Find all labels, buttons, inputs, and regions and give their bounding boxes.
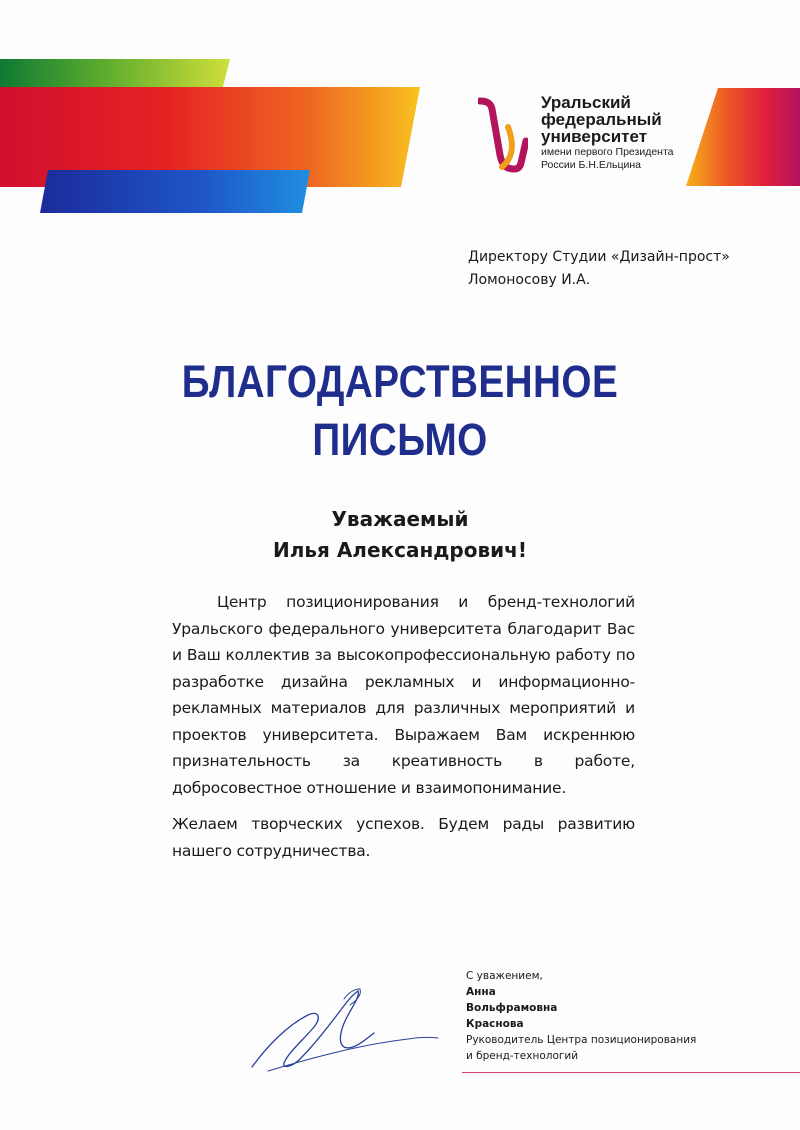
closing-regards: С уважением,	[466, 970, 543, 982]
blue-band	[40, 170, 310, 213]
signatory-patronymic: Вольфрамовна	[466, 1002, 558, 1014]
university-logo-text	[541, 94, 691, 171]
handwritten-signature	[248, 975, 448, 1075]
signatory-last-name: Краснова	[466, 1018, 524, 1030]
signatory-position-line: Руководитель Центра позиционирования	[466, 1034, 697, 1046]
closing-divider	[462, 1072, 800, 1073]
addressee-line: Ломоносову И.А.	[468, 272, 591, 288]
signatory-first-name: Анна	[466, 986, 496, 998]
salutation-line-2: Илья Александрович!	[272, 538, 527, 562]
document-title-line-2: ПИСЬМО	[312, 414, 488, 465]
signatory-position-line: и бренд-технологий	[466, 1050, 579, 1062]
logo-name-line: Уральский	[541, 93, 631, 112]
logo-name-line: федеральный	[541, 110, 662, 129]
right-band	[686, 88, 800, 186]
salutation-line-1: Уважаемый	[331, 507, 469, 531]
logo-name-line: университет	[541, 127, 648, 146]
addressee-line: Директору Студии «Дизайн-прост»	[468, 249, 730, 265]
body-paragraph-1: Центр позиционирования и бренд-технологий Уральского федерального университета благодарит Вас и Ваш коллектив за высокопрофессиональную работу по разработке дизайна рекламных и информационно-рекламных материалов для различных мероприятий и проектов университета. Выражаем Вам искреннюю признательность за креативность в работе, добросовестное отношение и взаимопонимание.	[172, 593, 635, 797]
university-logo-icon	[478, 97, 528, 179]
letter-body	[172, 589, 635, 864]
closing-block	[466, 968, 786, 1064]
document-title-line-1: БЛАГОДАРСТВЕННОЕ	[181, 356, 619, 407]
addressee-block	[468, 246, 730, 292]
logo-subtitle-line: России Б.Н.Ельцина	[541, 159, 641, 171]
body-paragraph-2: Желаем творческих успехов. Будем рады развитию нашего сотрудничества.	[172, 815, 635, 860]
logo-subtitle-line: имени первого Президента	[541, 146, 674, 158]
